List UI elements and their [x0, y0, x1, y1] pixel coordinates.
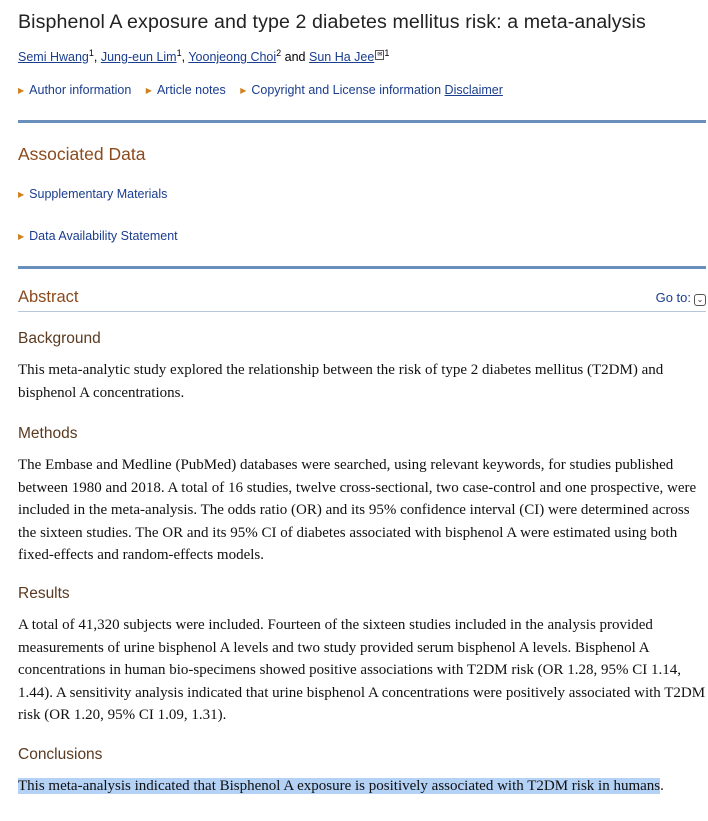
- author-link[interactable]: Yoonjeong Choi: [188, 50, 277, 65]
- section-divider: [18, 120, 706, 123]
- author-list: Semi Hwang$^1$, Jung-eun Lim$^1$, Yoonjeong Choi$^2$ and Sun Ha Jee ✉ $^1$: [18, 48, 390, 65]
- mail-icon[interactable]: ✉: [377, 52, 383, 58]
- author-link[interactable]: Sun Ha Jee: [309, 50, 375, 65]
- abstract-heading: Abstract: [18, 288, 79, 306]
- author-information-toggle[interactable]: ▶ Author information: [18, 83, 132, 97]
- associated-data-heading: Associated Data: [18, 144, 146, 164]
- data-availability-toggle[interactable]: ▶ Data Availability Statement: [18, 229, 178, 243]
- author-affiliation: 1: [176, 48, 182, 58]
- article-title: Bisphenol A exposure and type 2 diabetes mellitus risk: a meta-analysis: [18, 11, 646, 33]
- background-text: This meta-analytic study explored the relationship between the risk of type 2 diabetes mellitus (T2DM) and bisphenol A concentrations.: [18, 362, 664, 401]
- results-text: A total of 41,320 subjects were included. Fourteen of the sixteen studies included in the analysis provided measurements of urine bisphenol A levels and two study provided serum bisphenol A levels. Bisphenol A concentrations in human bio-specimens showed positive associations with T2DM risk (OR 1.28, 95% CI 1.14, 1.44). A sensitivity analysis indicated that urine bisphenol A concentrations were positively associated with T2DM risk (OR 1.20, 95% CI 1.09, 1.31).: [18, 617, 706, 723]
- chevron-down-icon: ⌄: [694, 294, 706, 306]
- author-affiliation: 1: [88, 48, 94, 58]
- triangle-right-icon: ▶: [18, 86, 25, 95]
- selected-text: This meta-analysis indicated that Bisphenol A exposure is positively associated with T2DM risk in humans: [18, 778, 661, 794]
- triangle-right-icon: ▶: [240, 86, 247, 95]
- conclusions-text: This meta-analysis indicated that Bisphenol A exposure is positively associated with T2DM risk in humans.: [18, 778, 664, 794]
- results-heading: Results: [18, 585, 70, 602]
- disclaimer-link[interactable]: Disclaimer: [444, 83, 503, 97]
- author-link[interactable]: Jung-eun Lim: [100, 50, 177, 65]
- author-affiliation: 2: [276, 48, 282, 58]
- abstract-divider: [18, 311, 706, 312]
- author-link[interactable]: Semi Hwang: [18, 50, 89, 65]
- author-affiliation: 1: [384, 48, 390, 58]
- supplementary-materials-toggle[interactable]: ▶ Supplementary Materials: [18, 187, 168, 201]
- triangle-right-icon: ▶: [145, 86, 152, 95]
- article-links: [18, 83, 503, 97]
- authors-and: and: [284, 50, 306, 65]
- methods-heading: Methods: [18, 425, 78, 442]
- triangle-right-icon: ▶: [18, 232, 25, 241]
- article-notes-toggle[interactable]: ▶ Article notes: [145, 83, 226, 97]
- copyright-toggle[interactable]: ▶ Copyright and License information: [240, 83, 442, 97]
- conclusions-heading: Conclusions: [18, 746, 103, 763]
- section-divider: [18, 266, 706, 269]
- triangle-right-icon: ▶: [18, 190, 25, 199]
- background-heading: Background: [18, 330, 101, 347]
- goto-menu[interactable]: Go to: ⌄: [656, 290, 706, 306]
- methods-text: The Embase and Medline (PubMed) databases were searched, using relevant keywords, for studies published between 1980 and 2018. A total of 16 studies, twelve cross-sectional, two case-control and one prospective, were included in the meta-analysis. The odds ratio (OR) and its 95% confidence interval (CI) were determined across the sixteen studies. The OR and its 95% CI of diabetes associated with bisphenol A were estimated using both fixed-effects and random-effects models.: [18, 457, 697, 563]
